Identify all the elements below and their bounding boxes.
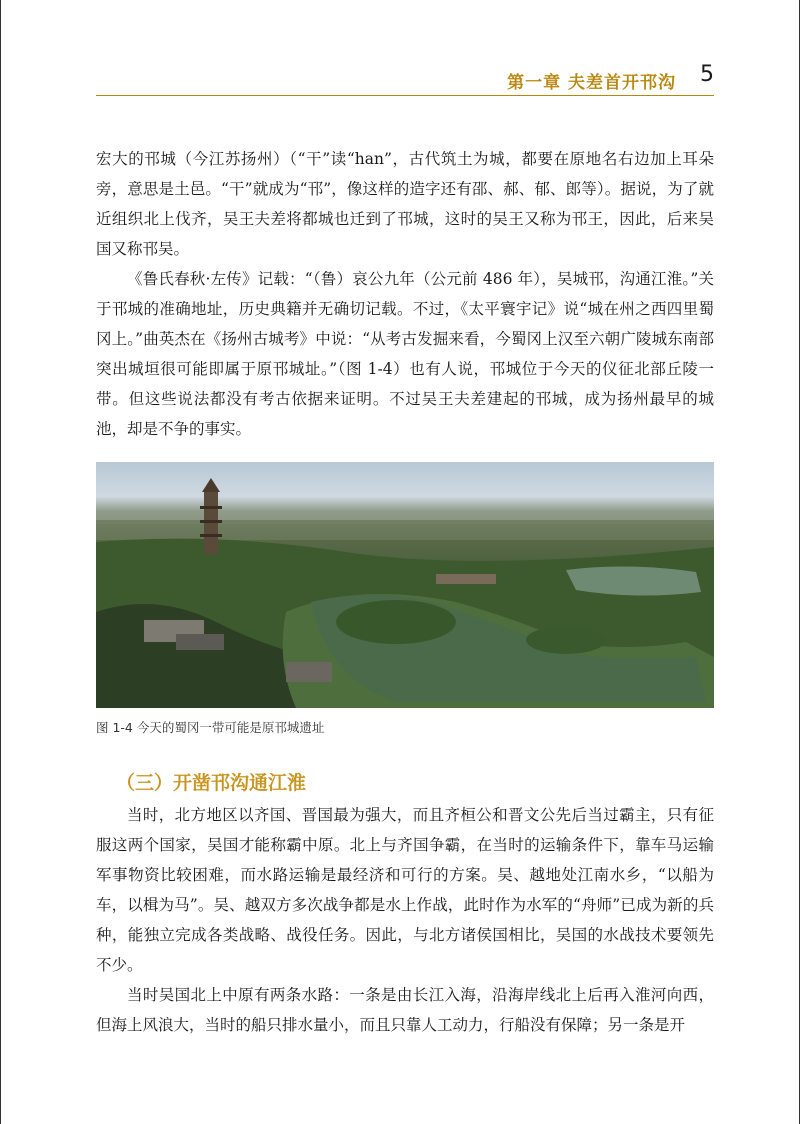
paragraph: 当时吴国北上中原有两条水路：一条是由长江入海，沿海岸线北上后再入淮河向西，但海上风浪大，当时的船只排水量小，而且只靠人工动力，行船没有保障；另一条是开	[96, 986, 714, 1034]
aerial-photo-shugang	[96, 462, 714, 708]
page-header	[96, 62, 714, 96]
body-text-top	[96, 144, 714, 444]
page-number: 5	[700, 62, 714, 87]
running-head: 第一章 夫差首开邗沟	[507, 73, 676, 93]
figure-caption: 图 1-4 今天的蜀冈一带可能是原邗城遗址	[96, 720, 325, 735]
header-rule	[96, 95, 714, 96]
paragraph: 宏大的邗城（今江苏扬州）（“干”读“han”，古代筑土为城，都要在原地名右边加上耳朵旁，意思是土邑。“干”就成为“邗”，像这样的造字还有邵、郝、郁、郎等）。据说，为了就近组织北上伐齐，吴王夫差将都城也迁到了邗城，这时的吴王又称为邗王，因此，后来吴国又称邗吴。	[96, 150, 714, 258]
paragraph: 《鲁氏春秋·左传》记载：“（鲁）哀公九年（公元前 486 年），吴城邗，沟通江淮。”关于邗城的准确地址，历史典籍并无确切记载。不过，《太平寰宇记》说“城在州之西四里蜀冈上。”曲英杰在《扬州古城考》中说：“从考古发掘来看，今蜀冈上汉至六朝广陵城东南部突出城垣很可能即属于原邗城址。”（图 1-4）也有人说，邗城位于今天的仪征北部丘陵一带。但这些说法都没有考古依据来证明。不过吴王夫差建起的邗城，成为扬州最早的城池，却是不争的事实。	[96, 270, 714, 438]
body-text-bottom	[96, 800, 714, 1040]
paragraph: 当时，北方地区以齐国、晋国最为强大，而且齐桓公和晋文公先后当过霸主，只有征服这两个国家，吴国才能称霸中原。北上与齐国争霸，在当时的运输条件下，靠车马运输军事物资比较困难，而水路运输是最经济和可行的方案。吴、越地处江南水乡，“以船为车，以楫为马”。吴、越双方多次战争都是水上作战，此时作为水军的“舟师”已成为新的兵种，能独立完成各类战略、战役任务。因此，与北方诸侯国相比，吴国的水战技术要领先不少。	[96, 806, 714, 974]
page-border-left	[0, 0, 1, 1124]
section-heading: （三）开凿邗沟通江淮	[116, 772, 307, 794]
